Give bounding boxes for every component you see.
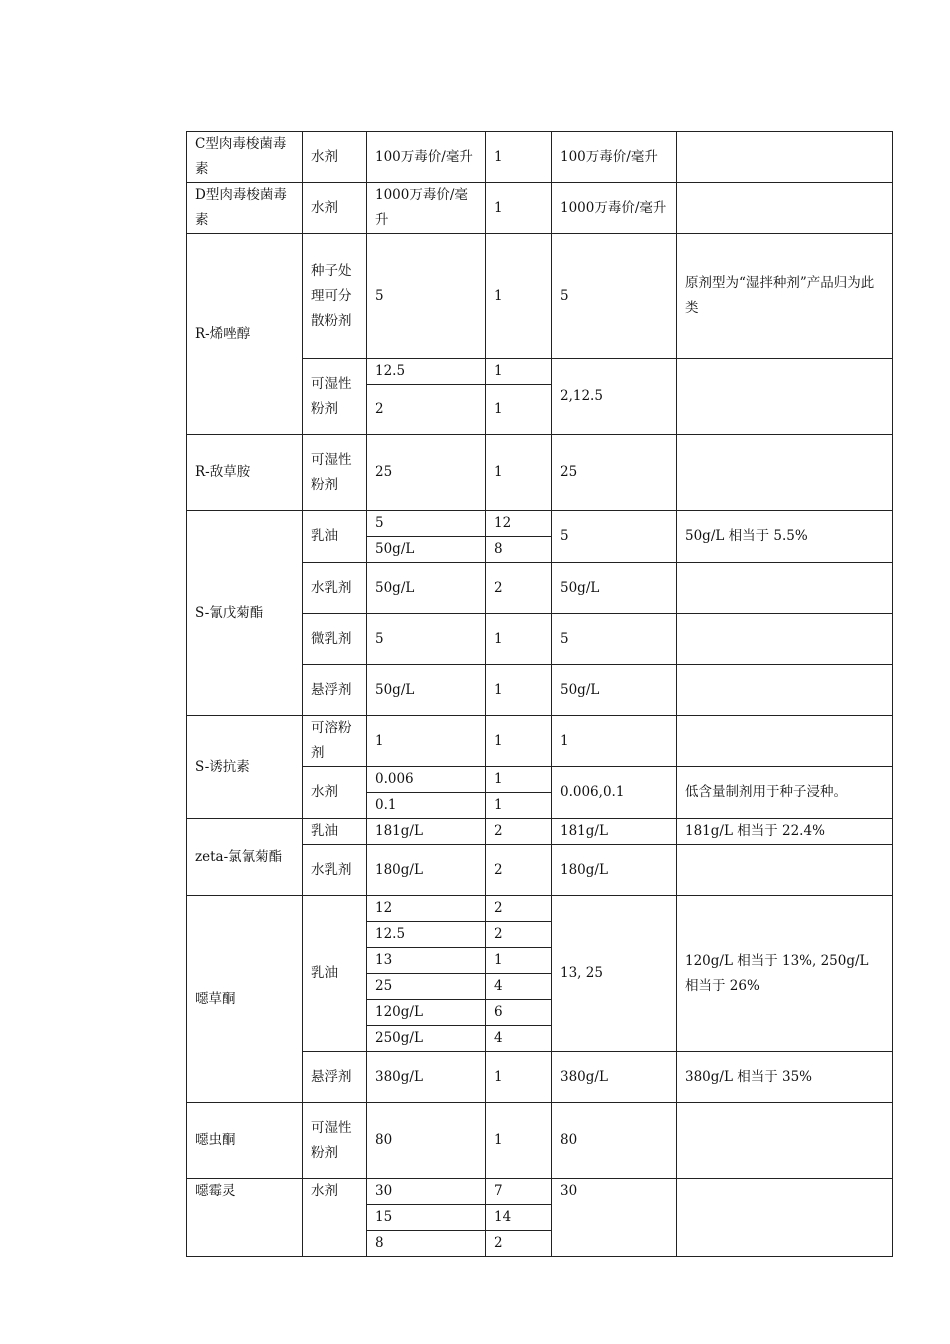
content: 380g/L — [367, 1052, 486, 1103]
formulation: 可溶粉剂 — [303, 716, 367, 767]
count: 1 — [486, 1052, 552, 1103]
formulation: 水剂 — [303, 132, 367, 183]
content: 1000万毒价/毫升 — [367, 183, 486, 234]
count: 2 — [486, 1231, 552, 1257]
content: 25 — [367, 435, 486, 511]
standard-content: 1000万毒价/毫升 — [552, 183, 677, 234]
count: 1 — [486, 793, 552, 819]
standard-content: 2,12.5 — [552, 359, 677, 435]
formulation: 乳油 — [303, 896, 367, 1052]
count: 1 — [486, 435, 552, 511]
note: 120g/L 相当于 13%, 250g/L 相当于 26% — [677, 896, 893, 1052]
content: 5 — [367, 234, 486, 359]
table-row — [187, 819, 893, 845]
product-name: S-氰戊菊酯 — [187, 511, 303, 716]
note — [677, 845, 893, 896]
formulation: 可湿性粉剂 — [303, 435, 367, 511]
formulation: 可湿性粉剂 — [303, 359, 367, 435]
count: 1 — [486, 234, 552, 359]
count: 1 — [486, 948, 552, 974]
formulation: 悬浮剂 — [303, 665, 367, 716]
content: 2 — [367, 385, 486, 435]
note: 181g/L 相当于 22.4% — [677, 819, 893, 845]
count: 1 — [486, 1103, 552, 1179]
content: 120g/L — [367, 1000, 486, 1026]
count: 1 — [486, 359, 552, 385]
note: 50g/L 相当于 5.5% — [677, 511, 893, 563]
note — [677, 1103, 893, 1179]
table-row — [187, 896, 893, 922]
count: 7 — [486, 1179, 552, 1205]
count: 1 — [486, 385, 552, 435]
product-name: D型肉毒梭菌毒素 — [187, 183, 303, 234]
formulation: 乳油 — [303, 819, 367, 845]
count: 1 — [486, 614, 552, 665]
content: 50g/L — [367, 537, 486, 563]
table-row — [187, 435, 893, 511]
content: 0.006 — [367, 767, 486, 793]
count: 12 — [486, 511, 552, 537]
count: 1 — [486, 665, 552, 716]
standard-content: 5 — [552, 511, 677, 563]
content: 50g/L — [367, 563, 486, 614]
count: 14 — [486, 1205, 552, 1231]
table-row — [187, 183, 893, 234]
standard-content: 13, 25 — [552, 896, 677, 1052]
formulation: 可湿性粉剂 — [303, 1103, 367, 1179]
content: 15 — [367, 1205, 486, 1231]
standard-content: 5 — [552, 614, 677, 665]
standard-content: 80 — [552, 1103, 677, 1179]
formulation: 微乳剂 — [303, 614, 367, 665]
content: 30 — [367, 1179, 486, 1205]
note: 380g/L 相当于 35% — [677, 1052, 893, 1103]
standard-content: 30 — [552, 1179, 677, 1257]
note: 低含量制剂用于种子浸种。 — [677, 767, 893, 819]
product-name: R-敌草胺 — [187, 435, 303, 511]
pesticide-table — [186, 131, 893, 1257]
note — [677, 1179, 893, 1257]
count: 1 — [486, 767, 552, 793]
product-name: R-烯唑醇 — [187, 234, 303, 435]
standard-content: 180g/L — [552, 845, 677, 896]
standard-content: 0.006,0.1 — [552, 767, 677, 819]
note — [677, 716, 893, 767]
content: 12.5 — [367, 922, 486, 948]
table-row — [187, 1179, 893, 1205]
count: 2 — [486, 922, 552, 948]
content: 1 — [367, 716, 486, 767]
product-name: 噁霉灵 — [187, 1179, 303, 1257]
note — [677, 435, 893, 511]
content: 8 — [367, 1231, 486, 1257]
content: 5 — [367, 614, 486, 665]
table-row — [187, 132, 893, 183]
product-name: 噁草酮 — [187, 896, 303, 1103]
content: 0.1 — [367, 793, 486, 819]
content: 12 — [367, 896, 486, 922]
content: 80 — [367, 1103, 486, 1179]
count: 2 — [486, 563, 552, 614]
table-row — [187, 716, 893, 767]
count: 1 — [486, 183, 552, 234]
content: 25 — [367, 974, 486, 1000]
count: 1 — [486, 132, 552, 183]
content: 250g/L — [367, 1026, 486, 1052]
content: 180g/L — [367, 845, 486, 896]
formulation: 水乳剂 — [303, 845, 367, 896]
count: 2 — [486, 845, 552, 896]
count: 6 — [486, 1000, 552, 1026]
standard-content: 181g/L — [552, 819, 677, 845]
formulation: 水剂 — [303, 183, 367, 234]
content: 100万毒价/毫升 — [367, 132, 486, 183]
product-name: zeta-氯氰菊酯 — [187, 819, 303, 896]
standard-content: 380g/L — [552, 1052, 677, 1103]
note — [677, 665, 893, 716]
standard-content: 50g/L — [552, 563, 677, 614]
note — [677, 563, 893, 614]
content: 50g/L — [367, 665, 486, 716]
content: 13 — [367, 948, 486, 974]
count: 8 — [486, 537, 552, 563]
content: 12.5 — [367, 359, 486, 385]
count: 2 — [486, 819, 552, 845]
content: 181g/L — [367, 819, 486, 845]
standard-content: 25 — [552, 435, 677, 511]
note — [677, 132, 893, 183]
note — [677, 183, 893, 234]
standard-content: 5 — [552, 234, 677, 359]
table-row — [187, 1103, 893, 1179]
formulation: 悬浮剂 — [303, 1052, 367, 1103]
standard-content: 100万毒价/毫升 — [552, 132, 677, 183]
count: 1 — [486, 716, 552, 767]
formulation: 水剂 — [303, 767, 367, 819]
standard-content: 50g/L — [552, 665, 677, 716]
table-row — [187, 511, 893, 537]
note — [677, 614, 893, 665]
table-row — [187, 234, 893, 359]
content: 5 — [367, 511, 486, 537]
note: 原剂型为“湿拌种剂”产品归为此类 — [677, 234, 893, 359]
count: 2 — [486, 896, 552, 922]
formulation: 水乳剂 — [303, 563, 367, 614]
note — [677, 359, 893, 435]
count: 4 — [486, 974, 552, 1000]
formulation: 水剂 — [303, 1179, 367, 1257]
formulation: 乳油 — [303, 511, 367, 563]
count: 4 — [486, 1026, 552, 1052]
formulation: 种子处理可分散粉剂 — [303, 234, 367, 359]
product-name: 噁虫酮 — [187, 1103, 303, 1179]
standard-content: 1 — [552, 716, 677, 767]
product-name: C型肉毒梭菌毒素 — [187, 132, 303, 183]
product-name: S-诱抗素 — [187, 716, 303, 819]
